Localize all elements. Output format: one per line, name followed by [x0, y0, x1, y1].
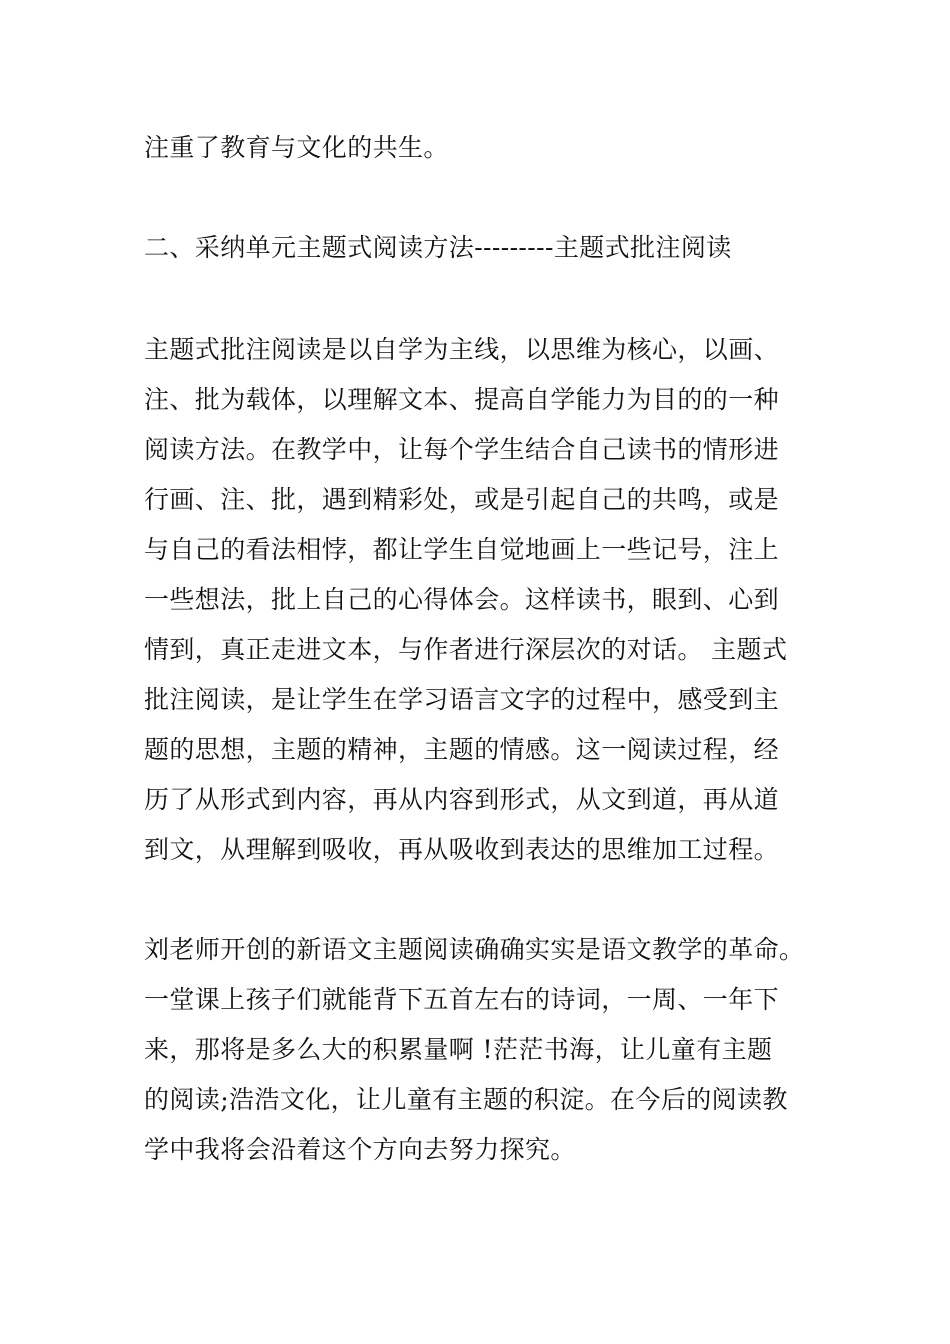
text-line: 来，那将是多么大的积累量啊 !茫茫书海，让儿童有主题 [144, 1035, 773, 1064]
text-line: 的阅读;浩浩文化，让儿童有主题的积淀。在今后的阅读教 [144, 1085, 788, 1114]
text-line: 学中我将会沿着这个方向去努力探究。 [144, 1135, 576, 1164]
text-line: 一些想法，批上自己的心得体会。这样读书，眼到、心到 [144, 585, 780, 614]
text-line: 阅读方法。在教学中，让每个学生结合自己读书的情形进 [144, 435, 780, 464]
section-heading: 二、采纳单元主题式阅读方法---------主题式批注阅读 [144, 233, 732, 262]
text-line: 注、批为载体，以理解文本、提高自学能力为目的的一种 [144, 385, 780, 414]
text-line: 到文，从理解到吸收，再从吸收到表达的思维加工过程。 [144, 835, 780, 864]
text-line: 注重了教育与文化的共生。 [144, 133, 449, 162]
text-line: 刘老师开创的新语文主题阅读确确实实是语文教学的革命。 [144, 935, 805, 964]
text-line: 行画、注、批，遇到精彩处，或是引起自己的共鸣，或是 [144, 485, 780, 514]
text-line: 与自己的看法相悖，都让学生自觉地画上一些记号，注上 [144, 535, 780, 564]
text-line: 主题式批注阅读是以自学为主线，以思维为核心，以画、 [144, 335, 780, 364]
text-line: 历了从形式到内容，再从内容到形式，从文到道，再从道 [144, 785, 780, 814]
text-line: 情到，真正走进文本，与作者进行深层次的对话。 主题式 [144, 635, 788, 664]
text-line: 一堂课上孩子们就能背下五首左右的诗词，一周、一年下 [144, 985, 780, 1014]
text-line: 批注阅读，是让学生在学习语言文字的过程中，感受到主 [144, 685, 780, 714]
text-line: 题的思想，主题的精神，主题的情感。这一阅读过程，经 [144, 735, 780, 764]
